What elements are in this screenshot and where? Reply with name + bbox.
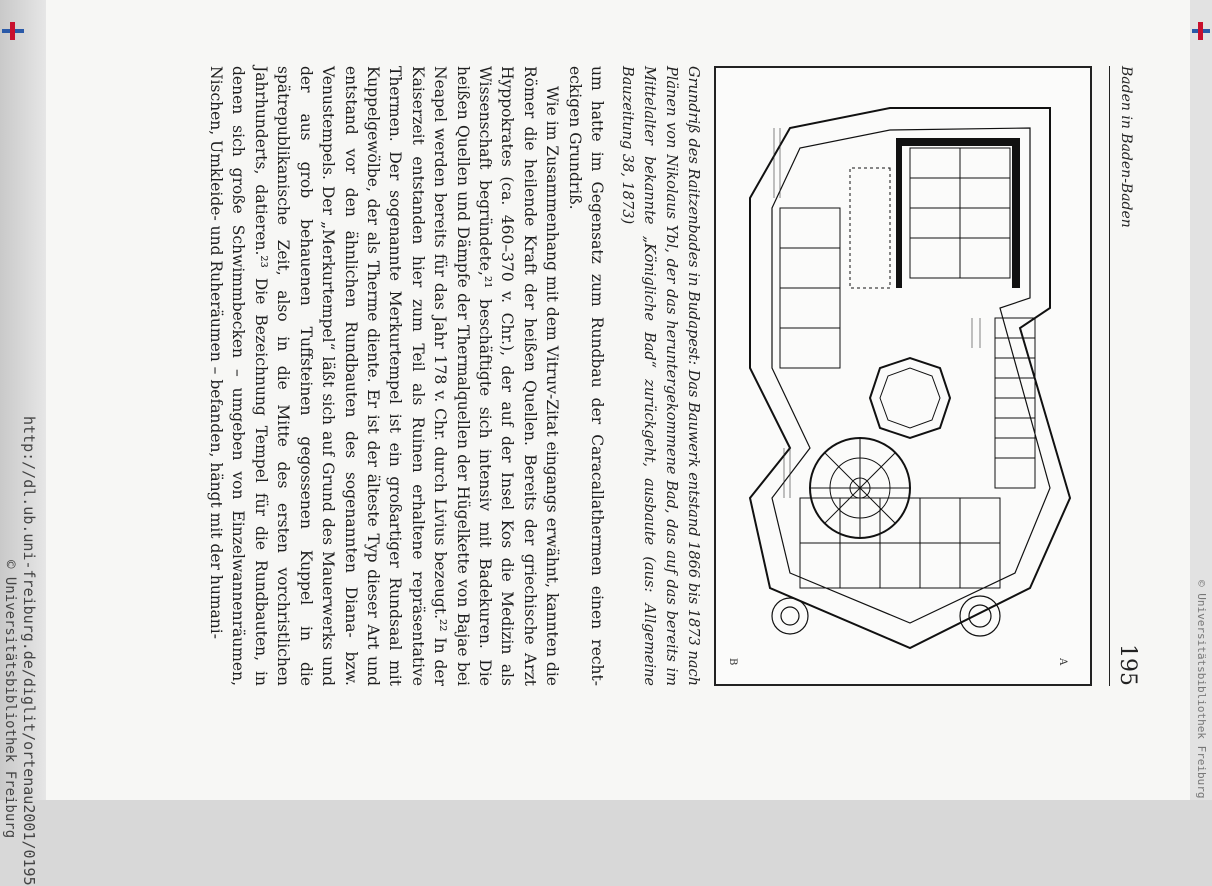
paragraph-1: um hatte im Gegensatz zum Rundbau der Caracallathermen einen recht-eckigen Grundriß. bbox=[565, 66, 606, 686]
color-target-icon bbox=[2, 22, 24, 40]
plan-label-a: A bbox=[1057, 658, 1068, 666]
color-target-icon-right bbox=[1192, 22, 1210, 40]
body-text bbox=[205, 66, 608, 686]
floor-plan-figure bbox=[714, 66, 1092, 686]
plan-label-b: B bbox=[727, 658, 738, 666]
rotated-content bbox=[60, 66, 1140, 686]
page-number: 195 bbox=[1115, 644, 1140, 686]
running-head bbox=[1109, 66, 1140, 686]
floor-plan-drawing bbox=[716, 68, 1090, 684]
library-credit: © Universitätsbibliothek Freiburg bbox=[2, 560, 18, 839]
source-url[interactable]: http://dl.ub.uni-freiburg.de/diglit/ortenau2001/0195 bbox=[20, 416, 38, 886]
running-head-title: Baden in Baden-Baden bbox=[1118, 66, 1134, 228]
paragraph-2: Wie im Zusammenhang mit dem Vitruv-Zitat eingangs erwähnt, kannten die Römer die heilende Kraft der heißen Quellen. Bereits der griechische Arzt Hyppokrates (ca. 460–370 v. Chr.), der auf der Insel Kos die Medizin als Wissenschaft begründete,²¹ beschäftigte sich intensiv mit Badekuren. Die heißen Quellen und Dämpfe der Thermalquellen der Hügelkette von Bajae bei Neapel werden bereits für das Jahr 178 v. Chr. durch Livius bezeugt.²² In der Kaiserzeit entstanden hier zum Teil als Ruinen erhaltene repräsentative Thermen. Der sogenannte Merkurtempel ist ein großartiger Rundsaal mit Kuppelgewölbe, der als Therme diente. Er ist der älteste Typ dieser Art und entstand vor den ähnlichen Rundbauten des sogenannten Diana- bzw. Venustempels. Der „Merkurtempel“ läßt sich auf Grund des Mauerwerks und der aus grob behauenen Tuffsteinen gegossenen Kuppel in die spätrepublikanische Zeit, also in die Mitte des ersten vorchristlichen Jahrhunderts, datieren.²³ Die Bezeichnung Tempel für die Rundbauten, in denen sich große Schwimmbecken – umgeben von Einzelwannenräumen, Nischen, Umkleide- und Ruheräumen – befanden, hängt mit der humani- bbox=[207, 66, 562, 686]
right-edge-credit: © Universitätsbibliothek Freiburg bbox=[1195, 580, 1208, 799]
figure-caption: Grundriß des Raitzenbades in Budapest: Das Bauwerk entstand 1866 bis 1873 nach Plänen von Nikolaus Ybl, der das heruntergekommene Bad, das auf das bereits im Mittelalter bekannte „Königliche Bad“ zurückgeht, ausbaute (aus: Allgemeine Bauzeitung 38, 1873) bbox=[619, 66, 701, 686]
